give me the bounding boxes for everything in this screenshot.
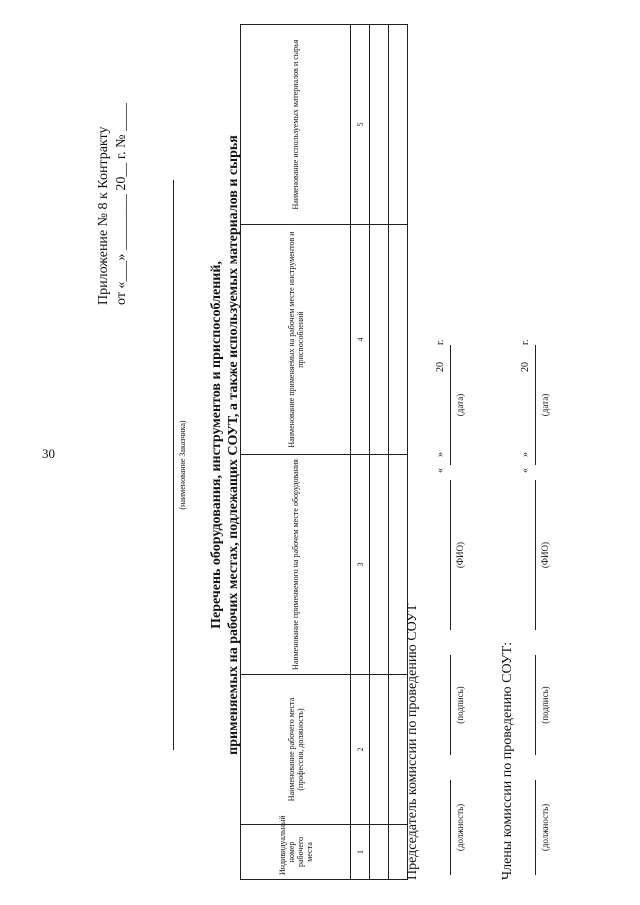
table-cell bbox=[370, 675, 389, 825]
member-name-line bbox=[535, 480, 536, 630]
chairman-position-caption: (должность) bbox=[455, 803, 465, 852]
header-equipment: Наименование применяемого на рабочем месте оборудования bbox=[241, 455, 351, 675]
document-title bbox=[208, 35, 242, 855]
member-date-caption: (дата) bbox=[540, 393, 550, 417]
member-position-line bbox=[535, 780, 536, 875]
member-year-suffix: г. bbox=[520, 339, 531, 345]
header-workplace-name: Наименование рабочего места (профессия, должность) bbox=[241, 675, 351, 825]
customer-name-line bbox=[173, 180, 174, 750]
chairman-signature-caption: (подпись) bbox=[455, 686, 465, 724]
table-row bbox=[370, 25, 389, 880]
appendix-header bbox=[95, 55, 131, 305]
chairman-date-close: » bbox=[435, 452, 446, 457]
member-signature-line bbox=[535, 655, 536, 755]
column-number-5: 5 bbox=[351, 25, 370, 225]
chairman-position-line bbox=[450, 780, 451, 875]
chairman-year-prefix: 20 bbox=[435, 362, 446, 372]
table-cell bbox=[370, 25, 389, 225]
title-line-1: Перечень оборудования, инструментов и приспособлений, bbox=[209, 261, 224, 629]
member-date-close: » bbox=[520, 452, 531, 457]
chairman-year-suffix: г. bbox=[435, 339, 446, 345]
chairman-name-caption: (ФИО) bbox=[455, 541, 465, 569]
table-cell bbox=[389, 225, 408, 455]
table-cell bbox=[370, 825, 389, 880]
members-title: Члены комиссии по проведению СОУТ: bbox=[500, 641, 515, 880]
member-position-caption: (должность) bbox=[540, 803, 550, 852]
column-number-4: 4 bbox=[351, 225, 370, 455]
page-number: 30 bbox=[42, 446, 55, 461]
member-year-prefix: 20 bbox=[520, 362, 531, 372]
column-number-1: 1 bbox=[351, 825, 370, 880]
table-cell bbox=[370, 225, 389, 455]
header-materials: Наименование используемых материалов и сырья bbox=[241, 25, 351, 225]
customer-caption: (наименование Заказчика) bbox=[178, 420, 187, 510]
column-number-3: 3 bbox=[351, 455, 370, 675]
chairman-date-open: « bbox=[435, 468, 446, 473]
title-line-2: применяемых на рабочих местах, подлежащих СОУТ, а также используемых материалов и сырья bbox=[226, 135, 241, 755]
table-numbering-row bbox=[351, 25, 370, 880]
chairman-name-line bbox=[450, 480, 451, 630]
chairman-date-line bbox=[450, 345, 451, 465]
member-date-line bbox=[535, 345, 536, 465]
table-cell bbox=[370, 455, 389, 675]
header-workplace-number: Индивидуальный номер рабочего места bbox=[241, 825, 351, 880]
appendix-title: Приложение № 8 к Контракту bbox=[96, 126, 111, 305]
equipment-table bbox=[240, 24, 408, 880]
appendix-date-number: от «___» ________ 20__ г. № ____ bbox=[114, 103, 129, 305]
chairman-date-caption: (дата) bbox=[455, 393, 465, 417]
chairman-title: Председатель комиссии по проведению СОУТ bbox=[405, 603, 420, 880]
column-number-2: 2 bbox=[351, 675, 370, 825]
table-header-row bbox=[241, 25, 351, 880]
member-signature-caption: (подпись) bbox=[540, 686, 550, 724]
member-name-caption: (ФИО) bbox=[540, 541, 550, 569]
chairman-signature-line bbox=[450, 655, 451, 755]
member-date-open: « bbox=[520, 468, 531, 473]
table-cell bbox=[389, 25, 408, 225]
header-tools: Наименование применяемых на рабочем месте инструментов и приспособлений bbox=[241, 225, 351, 455]
